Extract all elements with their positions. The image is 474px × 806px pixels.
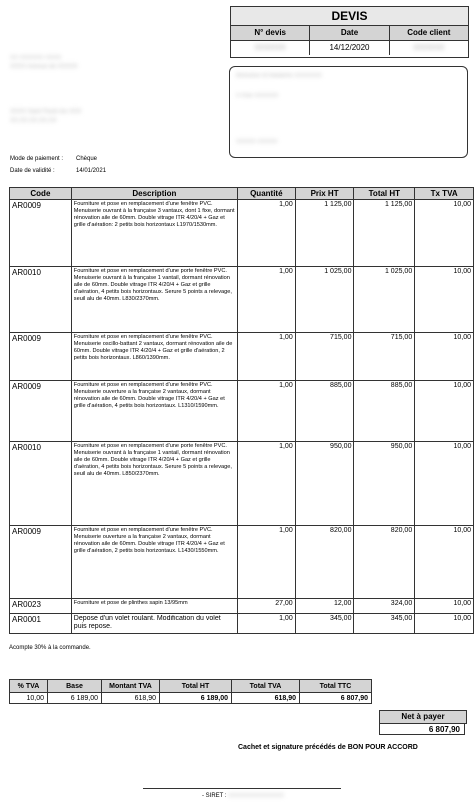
- recipient-city: XXXXX XXXXX: [236, 139, 278, 145]
- items-table-header: [10, 188, 474, 200]
- tot-total-tva: 618,90: [232, 693, 300, 704]
- tot-total-ht: 6 189,00: [160, 693, 232, 704]
- row-tva: 10,00: [415, 200, 474, 267]
- row-code: AR0001: [10, 614, 72, 634]
- sender-line: XX XXXXXX XXXX: [10, 55, 62, 61]
- col-total-header: Total HT: [354, 188, 415, 200]
- col-code-header: Code: [10, 188, 72, 200]
- row-code: AR0009: [10, 333, 72, 381]
- row-price: 820,00: [295, 526, 354, 599]
- tot-total-ttc: 6 807,90: [300, 693, 372, 704]
- row-tva: 10,00: [415, 614, 474, 634]
- tot-montant-tva: 618,90: [102, 693, 160, 704]
- acompte-note: Acompte 30% à la commande.: [9, 645, 91, 651]
- table-row: [10, 614, 474, 634]
- row-price: 885,00: [295, 381, 354, 442]
- recipient-name: Monsieur et Madame XXXXXXX: [236, 73, 323, 79]
- devis-client-header: Code client: [407, 28, 451, 37]
- footer-divider: [143, 788, 341, 789]
- row-tva: 10,00: [415, 381, 474, 442]
- devis-title: DEVIS: [231, 7, 468, 26]
- row-tva: 10,00: [415, 526, 474, 599]
- row-quantity: 1,00: [237, 200, 295, 267]
- row-total: 1 125,00: [354, 200, 415, 267]
- row-description: Fourniture et pose en remplacement d'une porte fenêtre PVC. Menuiserie ouvrant à la française 1 vantail, dormant rénovation aile de 60mm. Double vitrage ITR 4/20/4 + Gaz et grille d'aération, 4 petits bois horizontaux. Serure 5 points a relevage, seuil alu de 40mm. L850/2370mm.: [73, 443, 232, 477]
- row-code: AR0009: [10, 526, 72, 599]
- row-tva: 10,00: [415, 599, 474, 614]
- tot-tva-pct-header: % TVA: [10, 680, 48, 693]
- recipient-street: X Rue XXXXXX: [236, 93, 279, 99]
- row-description: Fourniture et pose de plinthes sapin 13/95mm: [73, 600, 188, 606]
- row-price: 1 125,00: [295, 200, 354, 267]
- row-tva: 10,00: [415, 267, 474, 333]
- tot-base: 6 189,00: [48, 693, 102, 704]
- tot-montant-tva-header: Montant TVA: [102, 680, 160, 693]
- row-quantity: 27,00: [237, 599, 295, 614]
- row-total: 324,00: [354, 599, 415, 614]
- tot-total-ttc-header: Total TTC: [300, 680, 372, 693]
- row-code: AR0010: [10, 442, 72, 526]
- table-row: [10, 267, 474, 333]
- devis-client-code: 0000000: [413, 43, 445, 52]
- row-description: Fourniture et pose en remplacement d'une porte fenêtre PVC. Menuiserie ouvrant à la française 1 vantail, dormant rénovation aile de 60mm. Double vitrage ITR 4/20/4 + Gaz et grille d'aération, 4 petits bois horizontaux. Serure 5 points a relevage, seuil alu de 40mm. L830/2370mm.: [73, 268, 232, 302]
- payment-mode-value: Chèque: [76, 156, 98, 162]
- validity-value: 14/01/2021: [76, 168, 107, 174]
- sender-address: [10, 54, 150, 126]
- table-row: [10, 381, 474, 442]
- row-quantity: 1,00: [237, 614, 295, 634]
- row-tva: 10,00: [415, 333, 474, 381]
- row-description: Depose d'un volet roulant. Modification du volet puis repose.: [73, 615, 221, 630]
- col-description-header: Description: [71, 188, 237, 200]
- row-description: Fourniture et pose en remplacement d'une fenêtre PVC. Menuiserie ouverture a la française 2 vantaux, dormant rénovation aile de 60mm. Double vitrage ITR 4/20/4 + Gaz et grille d'aération, 4 petits bois horizontaux. L1310/1590mm.: [73, 382, 225, 409]
- row-description: Fourniture et pose en remplacement d'une fenêtre PVC. Menuiserie oscillo-battant 2 vantaux, dormant rénovation aile de 60mm. Double vitrage ITR 4/20/4 + Gaz et grille d'aération, 2 petits bois horizontaux. L860/1390mm.: [73, 334, 233, 361]
- devis-date: 14/12/2020: [310, 41, 389, 55]
- row-total: 885,00: [354, 381, 415, 442]
- row-code: AR0009: [10, 200, 72, 267]
- row-quantity: 1,00: [237, 381, 295, 442]
- tot-base-header: Base: [48, 680, 102, 693]
- row-total: 1 025,00: [354, 267, 415, 333]
- table-row: [10, 526, 474, 599]
- tot-tva-pct: 10,00: [10, 693, 48, 704]
- row-price: 950,00: [295, 442, 354, 526]
- signature-note: Cachet et signature précédés de BON POUR ACCORD: [238, 744, 418, 751]
- row-description: Fourniture et pose en remplacement d'une fenêtre PVC. Menuiserie ouvrant à la française 3 vantaux, dont 1 fixe, dormant rénovation aile de 60mm. Double vitrage ITR 4/20/4 + Gaz et grille d'aération: 2 petits bois horizontaux L1970/1530mm.: [73, 201, 235, 228]
- siret-label: - SIRET :: [202, 793, 227, 799]
- tot-total-ht-header: Total HT: [160, 680, 232, 693]
- tot-total-tva-header: Total TVA: [232, 680, 300, 693]
- row-price: 1 025,00: [295, 267, 354, 333]
- row-code: AR0023: [10, 599, 72, 614]
- row-price: 12,00: [295, 599, 354, 614]
- payment-mode-label: Mode de paiement :: [10, 156, 64, 162]
- row-code: AR0010: [10, 267, 72, 333]
- row-quantity: 1,00: [237, 333, 295, 381]
- validity-label: Date de validité :: [10, 168, 55, 174]
- row-price: 345,00: [295, 614, 354, 634]
- sender-line: XXXX Saint Paulo les XXX: [10, 109, 82, 115]
- devis-header: [230, 6, 469, 58]
- table-row: [10, 333, 474, 381]
- devis-number-header: N° devis: [231, 26, 310, 40]
- col-price-header: Prix HT: [295, 188, 354, 200]
- siret-value: XXXXXXXXXXXXXX: [228, 793, 285, 799]
- recipient-box: [229, 66, 468, 158]
- row-price: 715,00: [295, 333, 354, 381]
- col-tva-header: Tx TVA: [415, 188, 474, 200]
- col-quantity-header: Quantité: [237, 188, 295, 200]
- row-total: 820,00: [354, 526, 415, 599]
- sender-line: XXXX Avenue de XXXXX: [10, 64, 78, 70]
- row-total: 345,00: [354, 614, 415, 634]
- sender-line: XX.XX.XX.XX.XX: [10, 118, 57, 124]
- net-a-payer-value: 6 807,90: [379, 723, 465, 735]
- row-quantity: 1,00: [237, 442, 295, 526]
- net-a-payer-label: Net à payer: [379, 710, 467, 724]
- row-description: Fourniture et pose en remplacement d'une fenêtre PVC. Menuiserie ouverture a la française 2 vantaux, dormant rénovation aile de 60mm. Double vitrage ITR 4/20/4 + Gaz et grille d'aération, 2 petits bois horizontaux. L1430/1550mm.: [73, 527, 225, 554]
- row-total: 715,00: [354, 333, 415, 381]
- row-quantity: 1,00: [237, 267, 295, 333]
- totals-table: [9, 679, 372, 704]
- devis-date-header: Date: [310, 26, 389, 40]
- table-row: [10, 442, 474, 526]
- items-table: [9, 187, 474, 634]
- row-tva: 10,00: [415, 442, 474, 526]
- row-code: AR0009: [10, 381, 72, 442]
- row-total: 950,00: [354, 442, 415, 526]
- table-row: [10, 200, 474, 267]
- row-quantity: 1,00: [237, 526, 295, 599]
- devis-number: 0000000: [254, 43, 286, 52]
- table-row: [10, 599, 474, 614]
